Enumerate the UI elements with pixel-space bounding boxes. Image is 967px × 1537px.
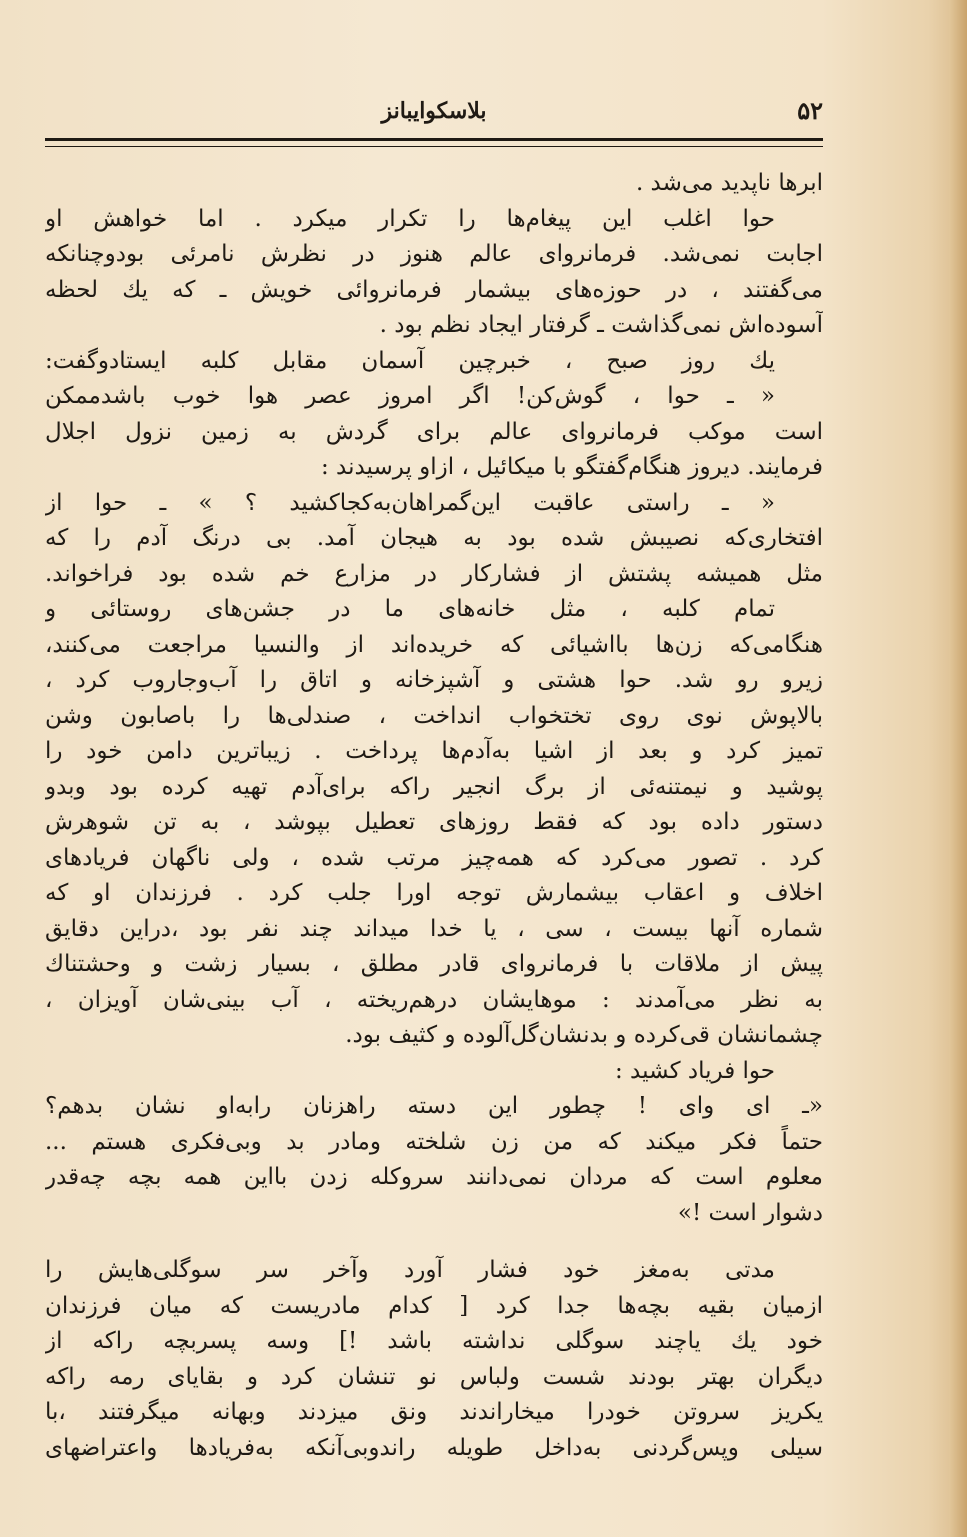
- header-rule-thin: [45, 146, 823, 147]
- text-line: اخلاف و اعقاب بیشمارش توجه اورا جلب کرد . فرزندان او که: [45, 880, 823, 906]
- text-line: هنگامی‌که زن‌ها بااشیائی که خریده‌اند از والنسیا مراجعت می‌کنند،: [45, 631, 823, 658]
- paragraph-gap: [45, 1231, 823, 1253]
- text-line: کرد . تصور می‌کرد که همه‌چیز مرتب شده ، ولی ناگهان فریادهای: [45, 844, 823, 871]
- text-line: بالاپوش نوی روی تختخواب انداخت ، صندلی‌ها را باصابون وشن: [45, 702, 823, 729]
- text-line: سیلی وپس‌گردنی به‌داخل طویله راندوبی‌آنکه به‌فریادها واعتراضهای: [45, 1434, 823, 1461]
- text-line: ابرها ناپدید می‌شد .: [635, 170, 823, 196]
- text-line: تمیز کرد و بعد از اشیا به‌آدم‌ها پرداخت . زیباترین دامن خود را: [45, 738, 823, 764]
- text-line: « ـ حوا ، گوش‌کن! اگر امروز عصر هوا خوب باشدممکن: [45, 383, 775, 409]
- text-line: خود یك یاچند سوگلی نداشته باشد !] وسه پسربچه راکه از: [45, 1328, 823, 1354]
- body-text: [45, 166, 823, 1466]
- text-line: است موکب فرمانروای عالم برای گردش به زمین نزول اجلال: [45, 418, 823, 445]
- text-line: آسوده‌اش نمی‌گذاشت ـ گرفتار ایجاد نظم بود .: [379, 312, 823, 338]
- text-line: « ـ راستی عاقبت این‌گمراهان‌به‌کجاکشید ؟ » ـ حوا از: [45, 489, 775, 516]
- text-line: چشمانشان قی‌کرده و بدنشان‌گل‌آلوده و کثیف بود.: [345, 1022, 823, 1048]
- text-line: ازمیان بقیه بچه‌ها جدا کرد [ کدام مادریست که میان فرزندان: [45, 1292, 823, 1319]
- text-line: فرمایند. دیروز هنگام‌گفتگو با میکائیل ، ازاو پرسیدند :: [320, 454, 823, 480]
- text-line: مدتی به‌مغز خود فشار آورد وآخر سر سوگلی‌هایش را: [45, 1257, 775, 1283]
- text-line: تمام کلبه ، مثل خانه‌های ما در جشن‌های روستائی و: [45, 596, 775, 622]
- text-line: می‌گفتند ، در حوزه‌های بیشمار فرمانروائی خویش ـ که یك لحظه: [45, 276, 823, 303]
- text-line: اجابت نمی‌شد. فرمانروای عالم هنوز در نظرش نامرئی بودوچنانکه: [45, 241, 823, 267]
- text-line: مثل همیشه پشتش از فشارکار در مزارع خم شده بود فراخواند.: [45, 560, 823, 587]
- text-line: زیرو رو شد. حوا هشتی و آشپزخانه و اتاق را آب‌وجاروب کرد ،: [45, 667, 823, 693]
- text-line: دستور داده بود که فقط روزهای تعطیل بپوشد ، به تن شوهرش: [45, 809, 823, 835]
- page-header: [45, 96, 823, 136]
- text-line: به نظر می‌آمدند : موهایشان درهم‌ریخته ، آب بینی‌شان آویزان ،: [45, 986, 823, 1013]
- text-line: حوا اغلب این پیغام‌ها را تکرار میکرد . اما خواهش او: [45, 205, 775, 232]
- text-line: حتماً فکر میکند که من زن شلخته ومادر بد وبی‌فکری هستم ...: [45, 1128, 823, 1155]
- text-line: شماره آنها بیست ، سی ، یا خدا میداند چند نفر بود ،دراین دقایق: [45, 915, 823, 942]
- text-line: یکریز سروتن خودرا میخاراندند ونق میزدند وبهانه میگرفتند ،با: [45, 1399, 823, 1425]
- text-line: دشوار است !»: [677, 1199, 823, 1226]
- page-number: ۵۲: [797, 96, 823, 125]
- text-line: پوشید و نیمتنه‌ئی از برگ انجیر راکه برای‌آدم تهیه کرده بود وبدو: [45, 773, 823, 800]
- text-line: معلوم است که مردان نمی‌دانند سروکله زدن بااین همه بچه چه‌قدر: [45, 1164, 823, 1190]
- text-line: افتخاری‌که نصیبش شده بود به هیجان آمد. بی درنگ آدم را که: [45, 525, 823, 551]
- text-line: حوا فریاد کشید :: [615, 1057, 775, 1084]
- text-line: یك روز صبح ، خبرچین آسمان مقابل کلبه ایستادوگفت:: [45, 347, 775, 374]
- text-line: دیگران بهتر بودند شست ولباس نو تنشان کرد و بقایای رمه راکه: [45, 1363, 823, 1390]
- page-edge: [949, 0, 967, 1537]
- header-rule: [45, 138, 823, 141]
- text-line: پیش از ملاقات با فرمانروای قادر مطلق ، بسیار زشت و وحشتناك: [45, 951, 823, 977]
- running-title: بلاسکوایبانز: [381, 98, 487, 124]
- text-line: «ـ ای وای ! چطور این دسته راهزنان رابه‌او نشان بدهم؟: [45, 1093, 823, 1119]
